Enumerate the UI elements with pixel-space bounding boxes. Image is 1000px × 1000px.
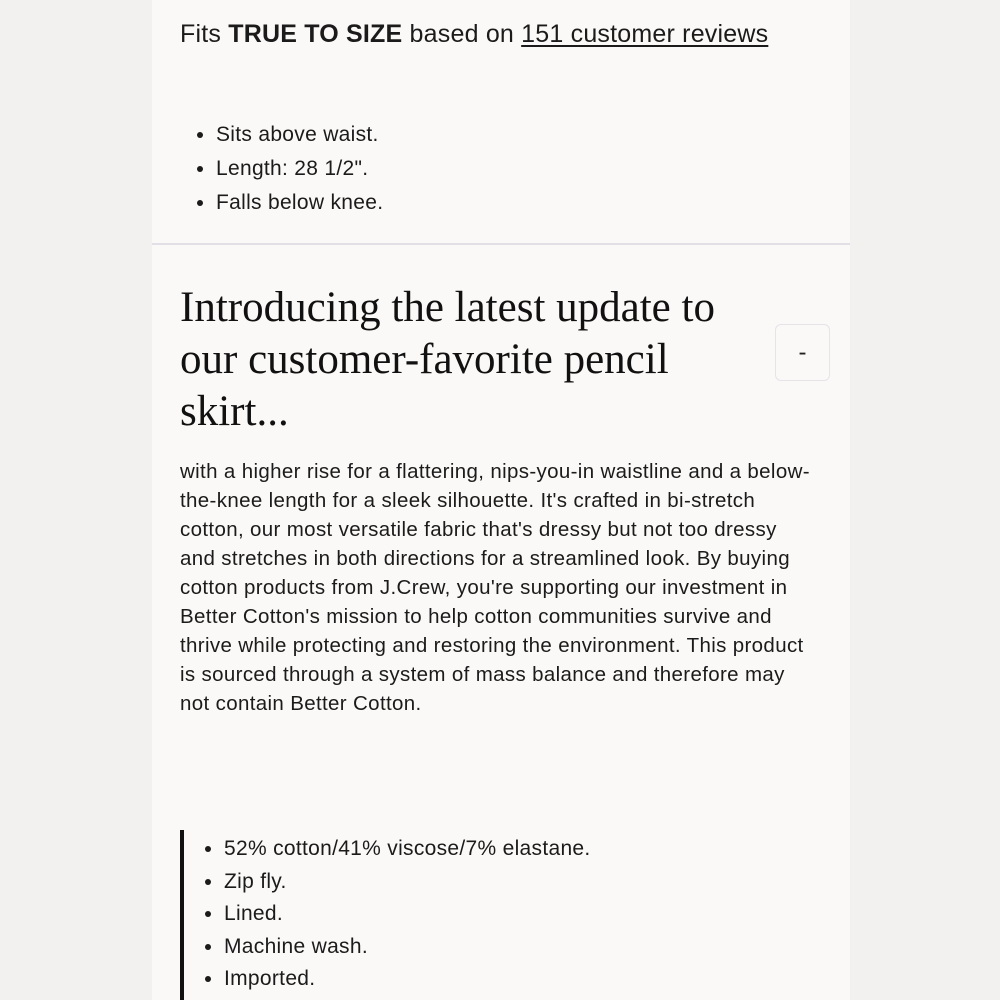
list-item: • Length: 28 1/2". bbox=[216, 152, 383, 186]
customer-reviews-link[interactable]: 151 customer reviews bbox=[521, 20, 769, 48]
fit-size-label: TRUE TO SIZE bbox=[228, 20, 403, 48]
list-item: • Lined. bbox=[224, 898, 784, 931]
list-item: • Machine wash. bbox=[224, 931, 784, 964]
list-item: • Falls below knee. bbox=[216, 186, 383, 220]
list-item: • Zip fly. bbox=[224, 866, 784, 899]
fit-summary bbox=[180, 20, 768, 49]
fit-prefix: Fits bbox=[180, 20, 229, 48]
list-item: • Sits above waist. bbox=[216, 118, 383, 152]
section-divider bbox=[152, 243, 850, 245]
description-headline: Introducing the latest update to our customer-favorite pencil skirt... bbox=[180, 284, 715, 435]
product-details-block bbox=[180, 830, 784, 1000]
fit-middle-text: based on bbox=[402, 20, 522, 48]
description-body: with a higher rise for a flattering, nips-you-in waistline and a below-the-knee length for a sleek silhouette. It's crafted in bi-stretch cotton, our most versatile fabric that's dressy but not too dressy and stretches in both directions for a streamlined look. By buying cotton products from J.Crew, you're supporting our investment in Better Cotton's mission to help cotton communities survive and thrive while protecting and restoring the environment. This product is sourced through a system of mass balance and therefore may not contain Better Cotton. bbox=[180, 460, 810, 715]
list-item: • 52% cotton/41% viscose/7% elastane. bbox=[224, 833, 784, 866]
list-item: • Imported. bbox=[224, 963, 784, 996]
product-details-list bbox=[184, 830, 784, 996]
product-details-panel bbox=[152, 0, 850, 1000]
fit-details-list bbox=[188, 118, 383, 220]
collapse-toggle-button[interactable]: - bbox=[775, 324, 830, 381]
